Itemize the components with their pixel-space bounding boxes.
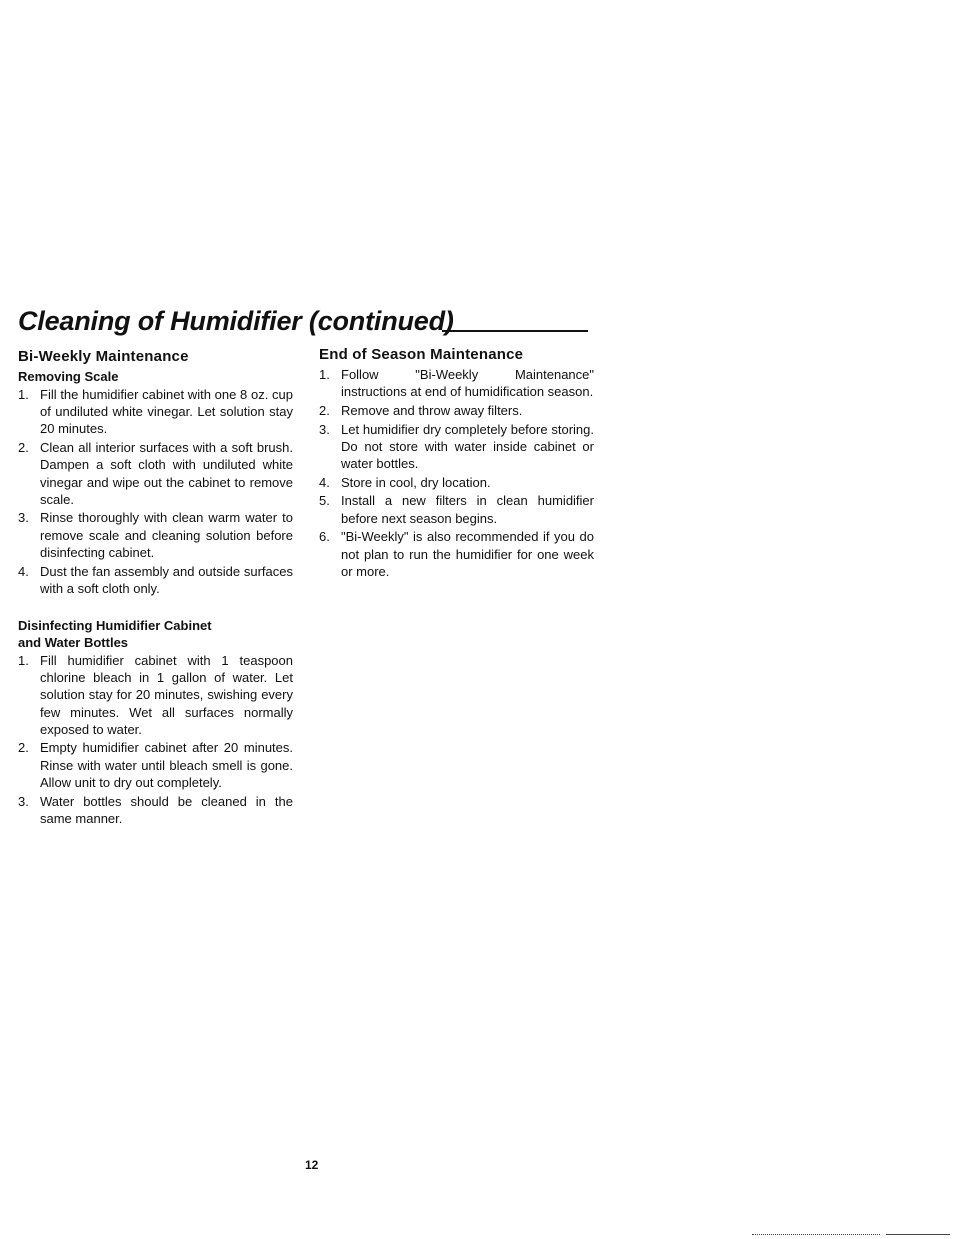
list-item	[319, 366, 594, 400]
list-item	[18, 386, 293, 438]
removing-scale-steps	[18, 386, 293, 597]
step-number: 2.	[18, 740, 29, 756]
page-number: 12	[305, 1158, 319, 1172]
step-number: 3.	[18, 510, 29, 526]
disinfecting-heading	[18, 617, 293, 651]
step-text: Fill humidifier cabinet with 1 teaspoon chlorine bleach in 1 gallon of water. Let solution stay for 20 minutes, swishing every few minutes. Wet all surfaces normally exposed to water.	[40, 652, 293, 737]
bi-weekly-heading: Bi-Weekly Maintenance	[18, 348, 189, 365]
list-item	[319, 474, 594, 491]
list-item	[319, 421, 594, 473]
left-column	[18, 348, 293, 828]
step-text: Store in cool, dry location.	[341, 474, 491, 490]
step-number: 3.	[18, 793, 29, 809]
step-text: Rinse thoroughly with clean warm water to remove scale and cleaning solution before disinfecting cabinet.	[40, 510, 293, 560]
disinfecting-heading-line2: and Water Bottles	[18, 634, 129, 650]
step-text: Empty humidifier cabinet after 20 minutes. Rinse with water until bleach smell is gone. Allow unit to dry out completely.	[40, 740, 293, 790]
step-text: Follow "Bi-Weekly Maintenance" instructions at end of humidification season.	[341, 367, 594, 400]
step-number: 3.	[319, 421, 330, 437]
step-number: 2.	[319, 402, 330, 418]
step-text: "Bi-Weekly" is also recommended if you do not plan to run the humidifier for one week or more.	[341, 529, 594, 579]
list-item	[18, 439, 293, 508]
step-text: Install a new filters in clean humidifier before next season begins.	[341, 493, 594, 526]
title-rule	[442, 330, 588, 332]
disinfecting-block	[18, 617, 293, 827]
removing-scale-heading: Removing Scale	[18, 369, 119, 384]
list-item	[319, 492, 594, 526]
end-of-season-heading: End of Season Maintenance	[319, 346, 524, 363]
step-number: 4.	[319, 474, 330, 490]
step-text: Water bottles should be cleaned in the same manner.	[40, 793, 293, 826]
step-text: Dust the fan assembly and outside surfaces with a soft cloth only.	[40, 563, 293, 596]
page-title: Cleaning of Humidifier (continued)	[18, 306, 454, 336]
footer-rule-solid	[886, 1234, 950, 1235]
list-item	[18, 793, 293, 827]
disinfecting-steps	[18, 652, 293, 827]
step-number: 4.	[18, 563, 29, 579]
step-text: Let humidifier dry completely before storing. Do not store with water inside cabinet or water bottles.	[341, 421, 594, 472]
step-number: 5.	[319, 493, 330, 509]
list-item	[18, 739, 293, 791]
step-text: Remove and throw away filters.	[341, 402, 523, 418]
list-item	[319, 402, 594, 419]
footer-rule-dotted	[752, 1234, 880, 1235]
right-column	[319, 346, 594, 581]
step-number: 1.	[319, 367, 330, 382]
list-item	[18, 652, 293, 738]
list-item	[18, 509, 293, 561]
step-text: Clean all interior surfaces with a soft brush. Dampen a soft cloth with undiluted white vinegar and wipe out the cabinet to remove scale.	[40, 440, 293, 507]
step-text: Fill the humidifier cabinet with one 8 oz. cup of undiluted white vinegar. Let solution stay 20 minutes.	[40, 387, 293, 437]
disinfecting-heading-line1: Disinfecting Humidifier Cabinet	[18, 617, 212, 633]
step-number: 6.	[319, 529, 330, 545]
step-number: 1.	[18, 387, 29, 402]
step-number: 1.	[18, 652, 29, 668]
list-item	[18, 563, 293, 597]
list-item	[319, 528, 594, 580]
step-number: 2.	[18, 440, 29, 456]
end-of-season-steps	[319, 366, 594, 580]
